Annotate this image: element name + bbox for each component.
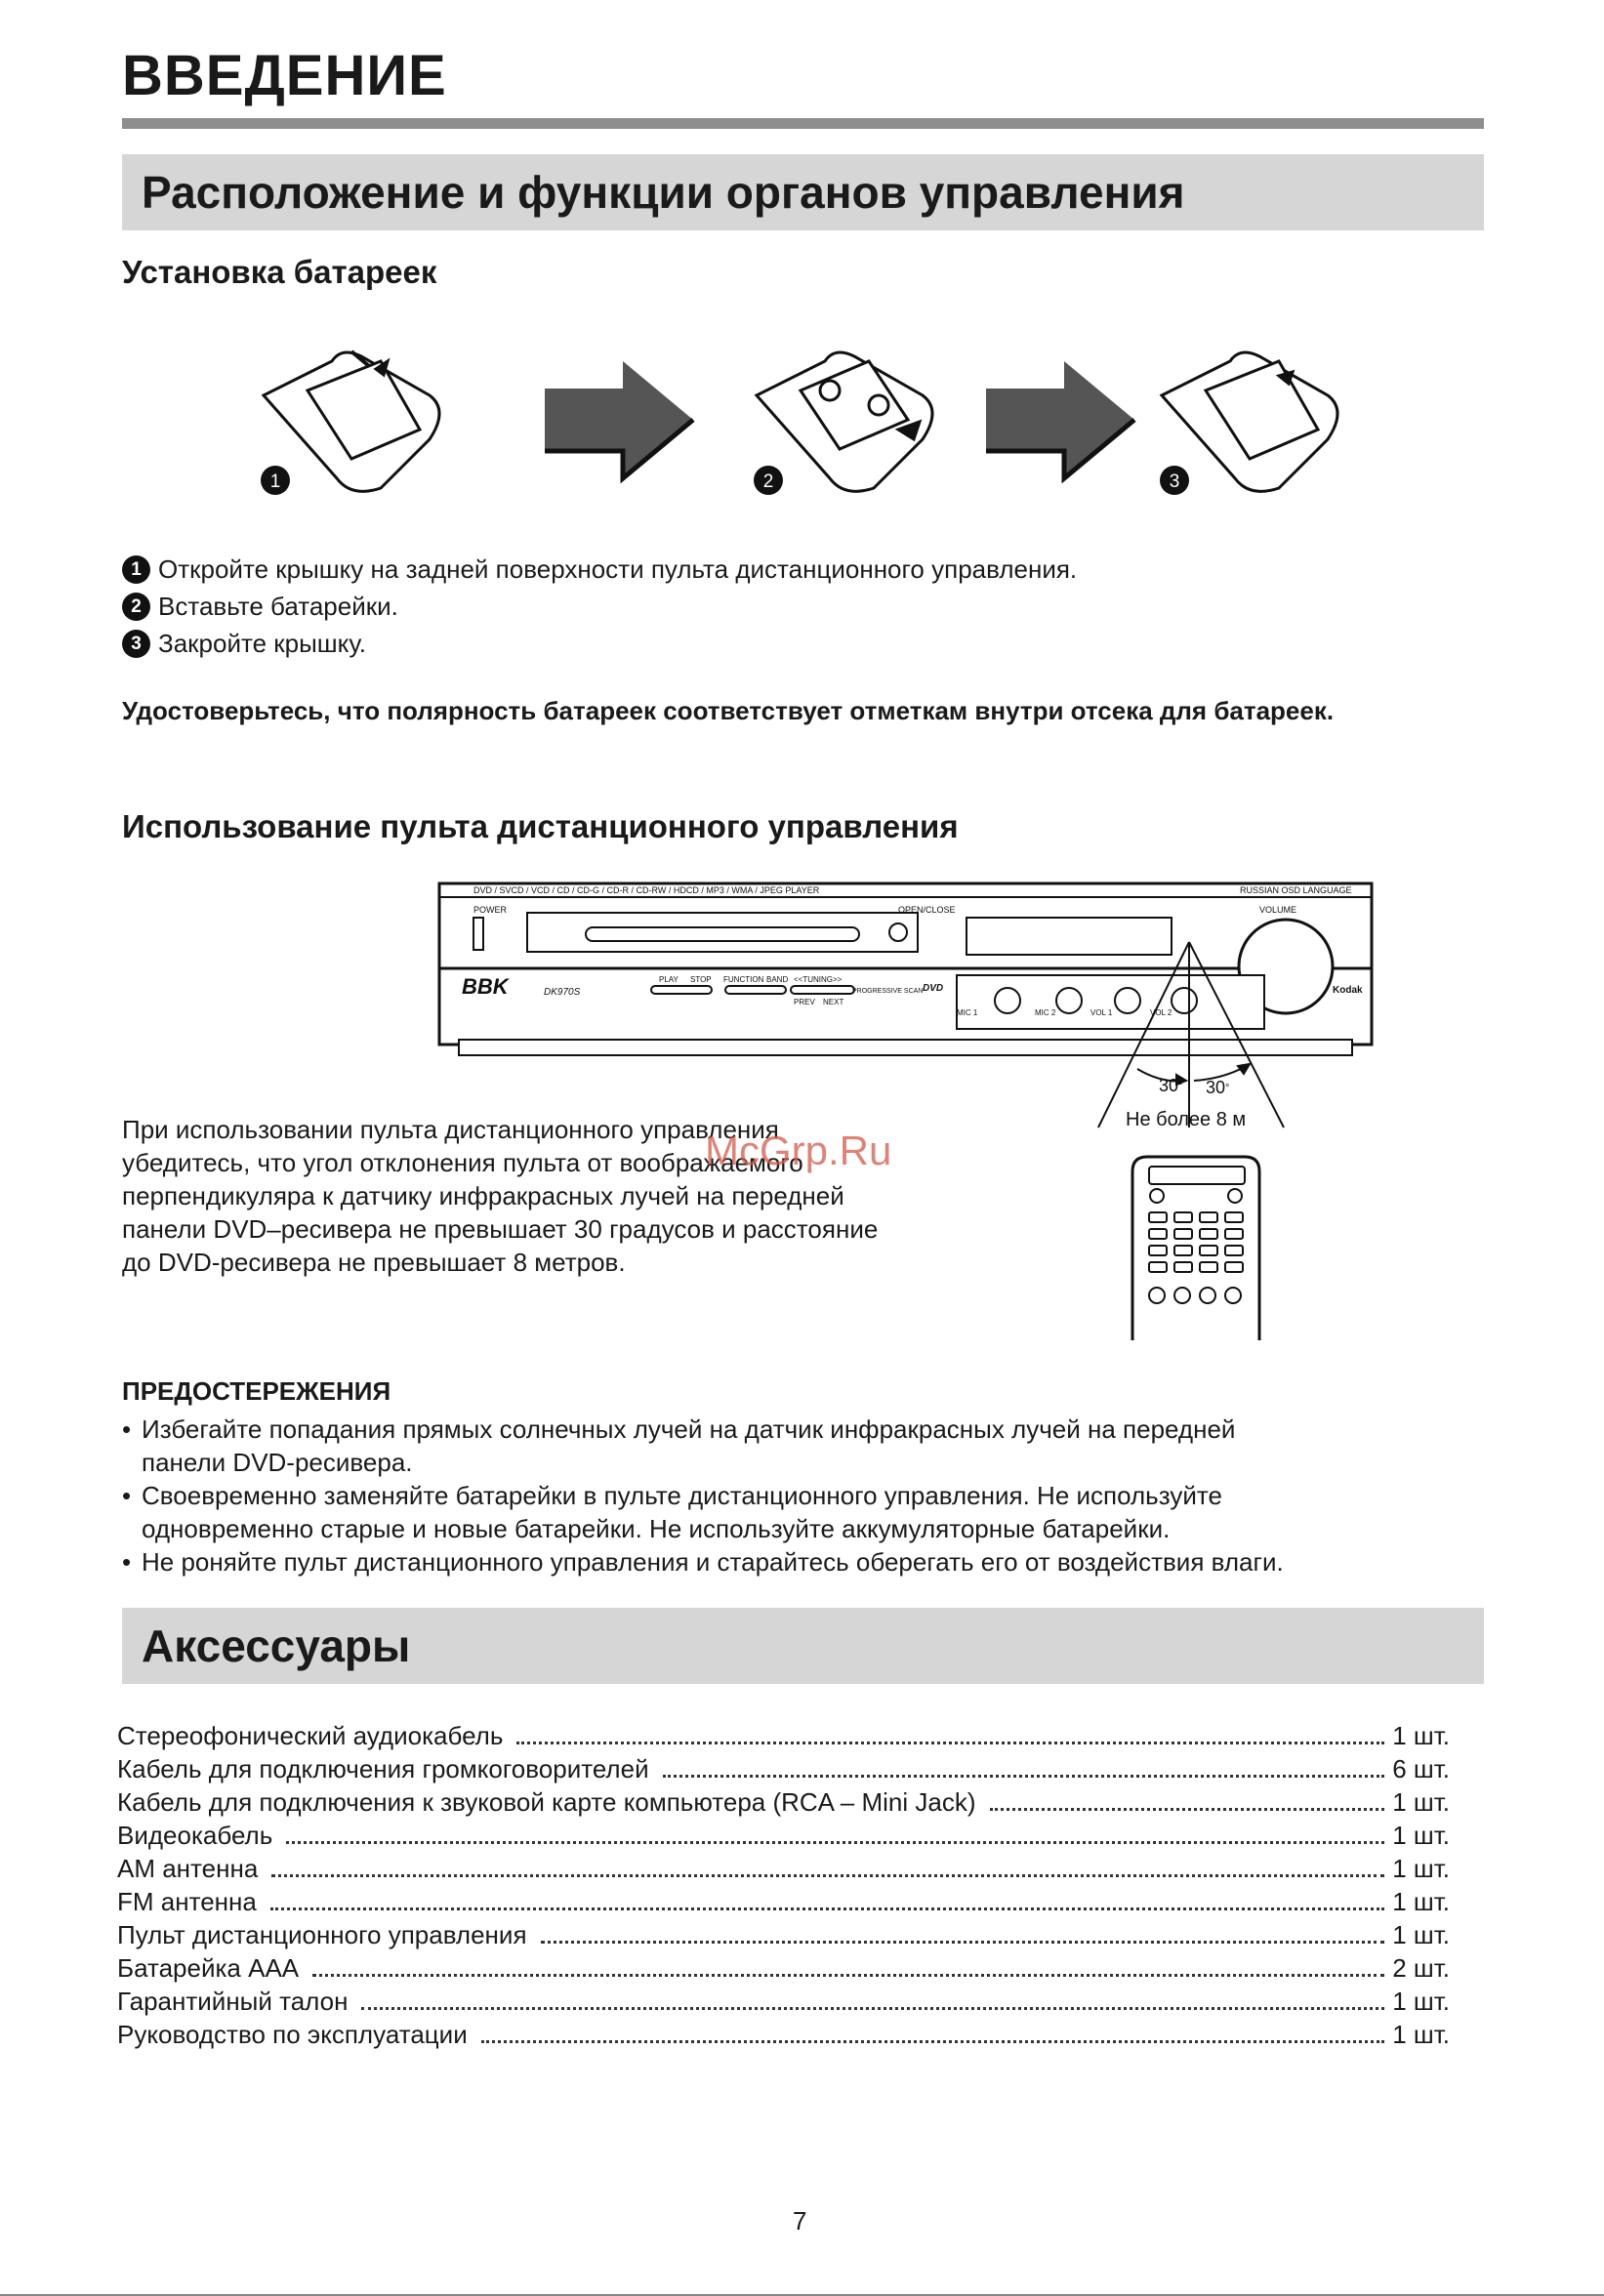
- section-title-controls: Расположение и функции органов управления: [142, 167, 1185, 218]
- svg-text:VOLUME: VOLUME: [1259, 905, 1297, 915]
- remote-batteries-drawing: [757, 352, 932, 491]
- section-title-accessories: Аксессуары: [142, 1620, 411, 1671]
- angle-right-label: 30: [1206, 1078, 1226, 1097]
- accessory-name: Кабель для подключения к звуковой карте компьютера (RCA – Mini Jack): [117, 1787, 976, 1817]
- leader-dots: [270, 1907, 1384, 1910]
- accessory-name: Кабель для подключения громкоговорителей: [117, 1754, 649, 1784]
- accessory-qty: 6 шт.: [1392, 1754, 1450, 1784]
- battery-heading: Установка батареек: [122, 254, 437, 290]
- svg-text:RUSSIAN OSD LANGUAGE: RUSSIAN OSD LANGUAGE: [1240, 885, 1352, 895]
- accessory-name: FM антенна: [117, 1887, 257, 1916]
- accessory-qty: 1 шт.: [1392, 1887, 1450, 1916]
- leader-dots: [271, 1874, 1384, 1877]
- remote-usage-heading: Использование пульта дистанционного управления: [122, 808, 959, 844]
- svg-text:NEXT: NEXT: [823, 998, 844, 1006]
- warning-item: [122, 1545, 1489, 1578]
- accessory-qty: 1 шт.: [1392, 1854, 1450, 1883]
- svg-text:Kodak: Kodak: [1333, 985, 1363, 996]
- step-text: Откройте крышку на задней поверхности пульта дистанционного управления.: [158, 554, 1078, 584]
- leader-dots: [663, 1775, 1385, 1778]
- accessory-qty: 1 шт.: [1392, 1721, 1450, 1750]
- accessory-name: Пульт дистанционного управления: [117, 1920, 527, 1949]
- accessory-name: Батарейка AAA: [117, 1953, 300, 1983]
- accessory-row: [117, 1917, 1450, 1950]
- accessory-row: [117, 2017, 1450, 2050]
- paragraph-line: убедитесь, что угол отклонения пульта от воображаемого: [122, 1148, 803, 1177]
- battery-illustration: [254, 322, 1367, 512]
- svg-text:MIC 1: MIC 1: [957, 1008, 978, 1017]
- warning-line: Своевременно заменяйте батарейки в пульте дистанционного управления. Не используйте: [142, 1481, 1222, 1510]
- svg-text:PROGRESSIVE SCAN: PROGRESSIVE SCAN: [852, 988, 924, 995]
- svg-text:BBK: BBK: [462, 974, 509, 999]
- section-header-controls: [122, 154, 1484, 230]
- accessory-name: Видеокабель: [117, 1821, 273, 1850]
- accessory-qty: 1 шт.: [1392, 2020, 1450, 2049]
- accessory-qty: 1 шт.: [1392, 1987, 1450, 2016]
- bullet: •: [122, 1547, 132, 1577]
- svg-text:STOP: STOP: [690, 975, 712, 984]
- leader-dots: [541, 1941, 1385, 1944]
- svg-text:FUNCTION: FUNCTION: [723, 975, 764, 984]
- warning-line: Избегайте попадания прямых солнечных лучей на датчик инфракрасных лучей на передней: [142, 1414, 1236, 1444]
- accessory-row: [117, 1784, 1450, 1818]
- battery-steps: [122, 551, 1077, 662]
- accessory-row: [117, 1984, 1450, 2017]
- battery-step-3: [122, 625, 1077, 662]
- svg-text:VOL 2: VOL 2: [1150, 1008, 1172, 1017]
- section-header-accessories: [122, 1608, 1484, 1684]
- accessory-name: Гарантийный талон: [117, 1987, 349, 2016]
- accessory-qty: 1 шт.: [1392, 1821, 1450, 1850]
- distance-label: Не более 8 м: [1126, 1109, 1247, 1130]
- paragraph-line: При использовании пульта дистанционного управления: [122, 1115, 779, 1144]
- polarity-note: Удостоверьтесь, что полярность батареек соответствует отметкам внутри отсека для батареек.: [122, 696, 1335, 725]
- leader-dots: [361, 2007, 1384, 2010]
- step-text: Закройте крышку.: [158, 628, 366, 658]
- watermark: McGrp.Ru: [705, 1128, 892, 1173]
- leader-dots: [286, 1841, 1384, 1844]
- remote-open-cover-drawing: [264, 351, 439, 491]
- step-number: 2: [122, 593, 150, 621]
- svg-text:BAND: BAND: [766, 975, 789, 984]
- accessory-qty: 1 шт.: [1392, 1787, 1450, 1817]
- svg-text:DVD: DVD: [923, 983, 944, 994]
- bullet: •: [122, 1481, 132, 1510]
- accessory-name: Руководство по эксплуатации: [117, 2020, 468, 2049]
- warning-line: панели DVD-ресивера.: [142, 1448, 413, 1477]
- remote-control-drawing: [1132, 1157, 1259, 1340]
- step-text: Вставьте батарейки.: [158, 591, 398, 621]
- svg-text:PLAY: PLAY: [659, 975, 679, 984]
- step-badge-1: [261, 466, 290, 495]
- angle-left-label: 30: [1159, 1076, 1179, 1095]
- warning-item: [122, 1479, 1489, 1545]
- warnings-block: [122, 1376, 1489, 1578]
- step-badge-2: [754, 466, 783, 495]
- svg-text:DVD / SVCD / VCD / CD / CD-G /: DVD / SVCD / VCD / CD / CD-G / CD-R / CD-RW / HDCD / MP3 / WMA / JPEG PLAYER: [473, 885, 820, 895]
- accessory-row: [117, 1751, 1450, 1784]
- remote-close-cover-drawing: [1162, 352, 1337, 491]
- arrow-right-1: [545, 361, 693, 478]
- svg-text:MIC 2: MIC 2: [1035, 1008, 1056, 1017]
- page-title: ВВЕДЕНИЕ: [122, 44, 447, 107]
- leader-dots: [481, 2040, 1384, 2043]
- leader-dots: [990, 1808, 1385, 1811]
- battery-step-2: [122, 588, 1077, 625]
- dvd-receiver-front-panel: [439, 883, 1372, 1055]
- leader-dots: [312, 1974, 1384, 1977]
- paragraph-line: до DVD-ресивера не превышает 8 метров.: [122, 1248, 626, 1277]
- warning-line: одновременно старые и новые батарейки. Не используйте аккумуляторные батарейки.: [142, 1514, 1171, 1543]
- step-number: 3: [122, 630, 150, 658]
- paragraph-line: перпендикуляра к датчику инфракрасных лучей на передней: [122, 1181, 844, 1210]
- title-rule: [122, 118, 1484, 129]
- arrow-right-2: [986, 361, 1134, 478]
- battery-step-1: [122, 551, 1077, 588]
- svg-text:OPEN/CLOSE: OPEN/CLOSE: [898, 905, 956, 915]
- svg-text:POWER: POWER: [473, 905, 508, 915]
- warning-item: [122, 1413, 1489, 1479]
- svg-text:DK970S: DK970S: [544, 987, 581, 998]
- leader-dots: [516, 1742, 1384, 1744]
- svg-text:1: 1: [269, 472, 281, 492]
- accessory-row: [117, 1718, 1450, 1751]
- svg-text:3: 3: [1169, 472, 1180, 492]
- accessory-qty: 1 шт.: [1392, 1920, 1450, 1949]
- svg-text:°: °: [1178, 1081, 1183, 1092]
- warning-line: Не роняйте пульт дистанционного управления и старайтесь оберегать его от воздействия влаги.: [142, 1547, 1284, 1577]
- svg-text:<<TUNING>>: <<TUNING>>: [794, 975, 843, 984]
- accessory-row: [117, 1818, 1450, 1851]
- svg-text:PREV: PREV: [794, 998, 815, 1006]
- accessory-row: [117, 1950, 1450, 1984]
- svg-text:VOL 1: VOL 1: [1090, 1008, 1113, 1017]
- svg-text:°: °: [1225, 1083, 1230, 1094]
- accessory-row: [117, 1884, 1450, 1917]
- accessory-name: AM антенна: [117, 1854, 259, 1883]
- svg-text:2: 2: [762, 472, 774, 492]
- paragraph-line: панели DVD–ресивера не превышает 30 градусов и расстояние: [122, 1214, 879, 1244]
- accessory-qty: 2 шт.: [1392, 1953, 1450, 1983]
- bullet: •: [122, 1414, 132, 1444]
- page-number: 7: [793, 2206, 807, 2235]
- accessory-row: [117, 1851, 1450, 1884]
- accessory-name: Стереофонический аудиокабель: [117, 1721, 504, 1750]
- warnings-title: ПРЕДОСТЕРЕЖЕНИЯ: [122, 1376, 391, 1406]
- step-badge-3: [1160, 466, 1189, 495]
- step-number: 1: [122, 555, 150, 584]
